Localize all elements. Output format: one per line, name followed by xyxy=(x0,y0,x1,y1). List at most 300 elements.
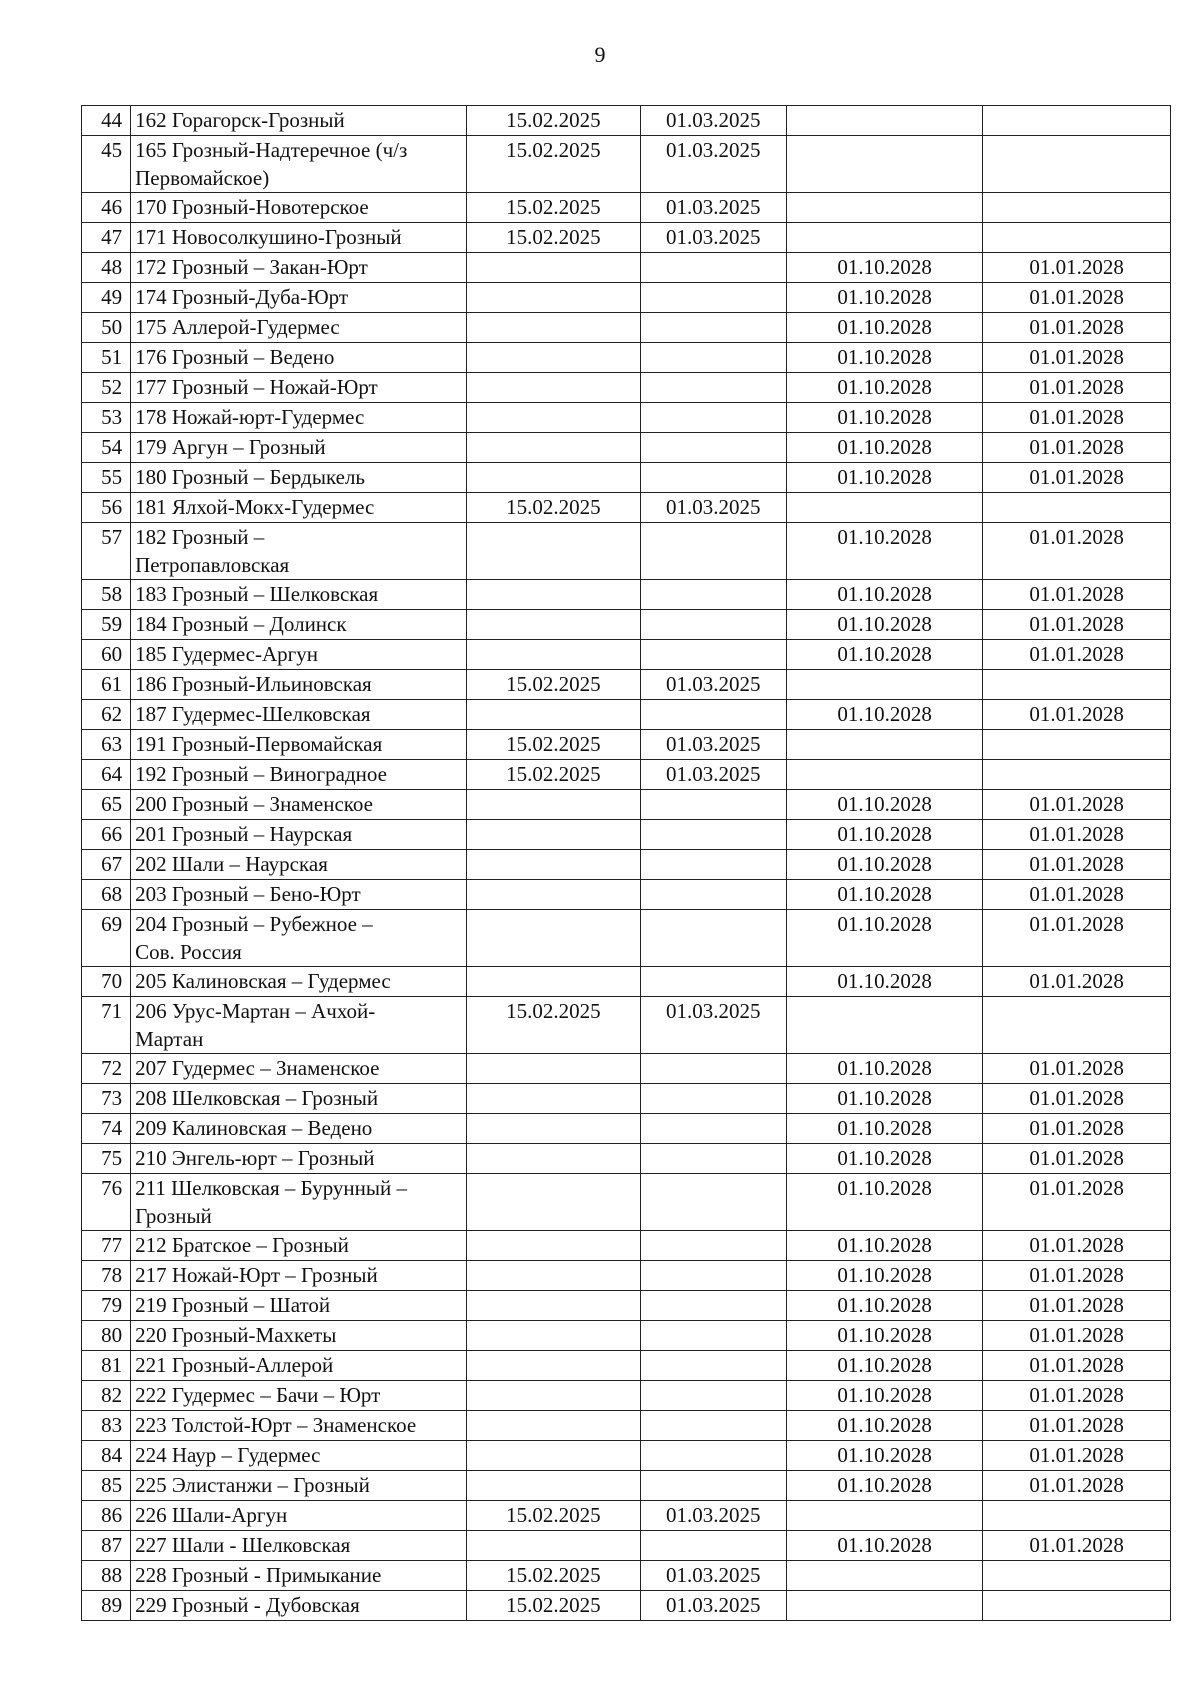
date-cell-4: 01.01.2028 xyxy=(983,700,1171,730)
route-name-cell xyxy=(131,1114,467,1144)
date-cell-1 xyxy=(467,373,640,403)
date-cell-3: 01.10.2028 xyxy=(786,1114,982,1144)
date-cell-1: 15.02.2025 xyxy=(467,1591,640,1621)
table-row xyxy=(82,580,1171,610)
date-cell-2 xyxy=(640,790,786,820)
date-cell-2 xyxy=(640,1054,786,1084)
route-name-cell xyxy=(131,1351,467,1381)
date-cell-2 xyxy=(640,463,786,493)
route-name-line: 185 Гудермес-Аргун xyxy=(135,642,319,666)
date-cell-2: 01.03.2025 xyxy=(640,223,786,253)
route-name-cell xyxy=(131,760,467,790)
route-name-cell xyxy=(131,136,467,193)
route-name-cell xyxy=(131,610,467,640)
date-cell-4 xyxy=(983,730,1171,760)
date-cell-1: 15.02.2025 xyxy=(467,136,640,193)
date-cell-4: 01.01.2028 xyxy=(983,580,1171,610)
date-cell-4 xyxy=(983,670,1171,700)
date-cell-1 xyxy=(467,1291,640,1321)
date-cell-1 xyxy=(467,1471,640,1501)
date-cell-3: 01.10.2028 xyxy=(786,967,982,997)
date-cell-2: 01.03.2025 xyxy=(640,106,786,136)
route-name-line: 183 Грозный – Шелковская xyxy=(135,582,379,606)
date-cell-1 xyxy=(467,820,640,850)
table-row xyxy=(82,403,1171,433)
route-name-line: 202 Шали – Наурская xyxy=(135,852,328,876)
date-cell-1: 15.02.2025 xyxy=(467,670,640,700)
row-number-cell: 61 xyxy=(82,670,131,700)
date-cell-2 xyxy=(640,1351,786,1381)
date-cell-1 xyxy=(467,700,640,730)
route-name-cell xyxy=(131,1174,467,1231)
date-cell-4: 01.01.2028 xyxy=(983,403,1171,433)
route-name-cell xyxy=(131,343,467,373)
route-name-cell xyxy=(131,1084,467,1114)
table-row xyxy=(82,700,1171,730)
date-cell-1: 15.02.2025 xyxy=(467,106,640,136)
row-number-cell: 63 xyxy=(82,730,131,760)
date-cell-2 xyxy=(640,1114,786,1144)
date-cell-2 xyxy=(640,1291,786,1321)
date-cell-1: 15.02.2025 xyxy=(467,1561,640,1591)
date-cell-2: 01.03.2025 xyxy=(640,670,786,700)
date-cell-2: 01.03.2025 xyxy=(640,1501,786,1531)
date-cell-1 xyxy=(467,403,640,433)
date-cell-3: 01.10.2028 xyxy=(786,1441,982,1471)
date-cell-2: 01.03.2025 xyxy=(640,493,786,523)
route-name-line: 223 Толстой-Юрт – Знаменское xyxy=(135,1413,417,1437)
route-name-cell xyxy=(131,253,467,283)
table-row xyxy=(82,313,1171,343)
route-name-cell xyxy=(131,1291,467,1321)
date-cell-3: 01.10.2028 xyxy=(786,640,982,670)
row-number-cell: 75 xyxy=(82,1144,131,1174)
date-cell-1 xyxy=(467,1114,640,1144)
table-row xyxy=(82,1591,1171,1621)
date-cell-2: 01.03.2025 xyxy=(640,1561,786,1591)
row-number-cell: 86 xyxy=(82,1501,131,1531)
route-name-line: 165 Грозный-Надтеречное (ч/з xyxy=(135,138,408,162)
date-cell-2 xyxy=(640,1411,786,1441)
date-cell-3: 01.10.2028 xyxy=(786,820,982,850)
route-name-continuation: Мартан xyxy=(135,1027,204,1051)
date-cell-3: 01.10.2028 xyxy=(786,343,982,373)
table-row xyxy=(82,523,1171,580)
date-cell-4: 01.01.2028 xyxy=(983,610,1171,640)
date-cell-4: 01.01.2028 xyxy=(983,1471,1171,1501)
row-number-cell: 44 xyxy=(82,106,131,136)
route-name-cell xyxy=(131,313,467,343)
route-name-cell xyxy=(131,106,467,136)
date-cell-1 xyxy=(467,1261,640,1291)
route-name-continuation: Грозный xyxy=(135,1204,212,1228)
date-cell-2 xyxy=(640,433,786,463)
date-cell-1: 15.02.2025 xyxy=(467,1501,640,1531)
table-row xyxy=(82,1321,1171,1351)
date-cell-3: 01.10.2028 xyxy=(786,1084,982,1114)
route-name-line: 172 Грозный – Закан-Юрт xyxy=(135,255,368,279)
date-cell-2: 01.03.2025 xyxy=(640,193,786,223)
route-name-cell xyxy=(131,1501,467,1531)
date-cell-1 xyxy=(467,1381,640,1411)
date-cell-3: 01.10.2028 xyxy=(786,523,982,580)
table-row xyxy=(82,373,1171,403)
date-cell-2 xyxy=(640,283,786,313)
date-cell-3: 01.10.2028 xyxy=(786,433,982,463)
date-cell-4: 01.01.2028 xyxy=(983,967,1171,997)
table-row xyxy=(82,850,1171,880)
date-cell-4: 01.01.2028 xyxy=(983,1261,1171,1291)
date-cell-4: 01.01.2028 xyxy=(983,1321,1171,1351)
date-cell-3: 01.10.2028 xyxy=(786,283,982,313)
route-name-cell xyxy=(131,997,467,1054)
route-name-line: 224 Наур – Гудермес xyxy=(135,1443,321,1467)
route-name-continuation: Сов. Россия xyxy=(135,940,242,964)
route-name-line: 212 Братское – Грозный xyxy=(135,1233,349,1257)
row-number-cell: 47 xyxy=(82,223,131,253)
route-name-cell xyxy=(131,1231,467,1261)
table-row xyxy=(82,136,1171,193)
route-name-cell xyxy=(131,523,467,580)
route-name-line: 228 Грозный - Примыкание xyxy=(135,1563,382,1587)
date-cell-3: 01.10.2028 xyxy=(786,790,982,820)
table-row xyxy=(82,1144,1171,1174)
date-cell-4: 01.01.2028 xyxy=(983,1084,1171,1114)
date-cell-2 xyxy=(640,343,786,373)
date-cell-4: 01.01.2028 xyxy=(983,463,1171,493)
date-cell-4: 01.01.2028 xyxy=(983,1531,1171,1561)
date-cell-2 xyxy=(640,1531,786,1561)
table-row xyxy=(82,760,1171,790)
date-cell-3 xyxy=(786,730,982,760)
date-cell-3 xyxy=(786,760,982,790)
table-row xyxy=(82,1531,1171,1561)
date-cell-1 xyxy=(467,1351,640,1381)
date-cell-1 xyxy=(467,1231,640,1261)
route-name-line: 180 Грозный – Бердыкель xyxy=(135,465,365,489)
row-number-cell: 83 xyxy=(82,1411,131,1441)
row-number-cell: 51 xyxy=(82,343,131,373)
date-cell-2 xyxy=(640,373,786,403)
route-name-line: 205 Калиновская – Гудермес xyxy=(135,969,391,993)
row-number-cell: 56 xyxy=(82,493,131,523)
row-number-cell: 55 xyxy=(82,463,131,493)
route-name-cell xyxy=(131,1381,467,1411)
row-number-cell: 50 xyxy=(82,313,131,343)
route-name-line: 200 Грозный – Знаменское xyxy=(135,792,374,816)
route-name-line: 178 Ножай-юрт-Гудермес xyxy=(135,405,365,429)
route-name-line: 162 Горагорск-Грозный xyxy=(135,108,345,132)
table-row xyxy=(82,730,1171,760)
row-number-cell: 69 xyxy=(82,910,131,967)
date-cell-3: 01.10.2028 xyxy=(786,253,982,283)
routes-table-body xyxy=(82,106,1171,1621)
date-cell-1 xyxy=(467,313,640,343)
date-cell-2 xyxy=(640,1084,786,1114)
date-cell-1: 15.02.2025 xyxy=(467,493,640,523)
row-number-cell: 80 xyxy=(82,1321,131,1351)
table-row xyxy=(82,1501,1171,1531)
route-name-line: 179 Аргун – Грозный xyxy=(135,435,326,459)
route-name-line: 226 Шали-Аргун xyxy=(135,1503,288,1527)
date-cell-4 xyxy=(983,493,1171,523)
date-cell-4: 01.01.2028 xyxy=(983,433,1171,463)
route-name-cell xyxy=(131,790,467,820)
date-cell-2 xyxy=(640,403,786,433)
date-cell-3: 01.10.2028 xyxy=(786,1291,982,1321)
route-name-cell xyxy=(131,1054,467,1084)
date-cell-3: 01.10.2028 xyxy=(786,1231,982,1261)
date-cell-4: 01.01.2028 xyxy=(983,1441,1171,1471)
date-cell-4: 01.01.2028 xyxy=(983,790,1171,820)
date-cell-4: 01.01.2028 xyxy=(983,850,1171,880)
date-cell-3: 01.10.2028 xyxy=(786,610,982,640)
row-number-cell: 54 xyxy=(82,433,131,463)
route-name-cell xyxy=(131,463,467,493)
date-cell-1 xyxy=(467,850,640,880)
route-name-line: 219 Грозный – Шатой xyxy=(135,1293,331,1317)
date-cell-1 xyxy=(467,523,640,580)
row-number-cell: 74 xyxy=(82,1114,131,1144)
route-name-line: 175 Аллерой-Гудермес xyxy=(135,315,340,339)
date-cell-2: 01.03.2025 xyxy=(640,1591,786,1621)
date-cell-4: 01.01.2028 xyxy=(983,373,1171,403)
route-name-cell xyxy=(131,1591,467,1621)
date-cell-1 xyxy=(467,253,640,283)
date-cell-1 xyxy=(467,580,640,610)
date-cell-1 xyxy=(467,1321,640,1351)
date-cell-3: 01.10.2028 xyxy=(786,880,982,910)
route-name-line: 171 Новосолкушино-Грозный xyxy=(135,225,402,249)
route-name-line: 222 Гудермес – Бачи – Юрт xyxy=(135,1383,381,1407)
date-cell-3 xyxy=(786,1591,982,1621)
date-cell-2 xyxy=(640,523,786,580)
date-cell-4 xyxy=(983,1561,1171,1591)
date-cell-2 xyxy=(640,700,786,730)
page-number: 9 xyxy=(594,42,606,67)
table-row xyxy=(82,997,1171,1054)
date-cell-2 xyxy=(640,910,786,967)
route-name-cell xyxy=(131,640,467,670)
date-cell-3: 01.10.2028 xyxy=(786,850,982,880)
date-cell-2 xyxy=(640,1471,786,1501)
date-cell-4: 01.01.2028 xyxy=(983,1351,1171,1381)
route-name-cell xyxy=(131,880,467,910)
route-name-line: 184 Грозный – Долинск xyxy=(135,612,347,636)
date-cell-3: 01.10.2028 xyxy=(786,580,982,610)
date-cell-1 xyxy=(467,1174,640,1231)
date-cell-2 xyxy=(640,967,786,997)
date-cell-2: 01.03.2025 xyxy=(640,136,786,193)
date-cell-3 xyxy=(786,493,982,523)
route-name-cell xyxy=(131,1144,467,1174)
route-name-cell xyxy=(131,1561,467,1591)
route-name-line: 210 Энгель-юрт – Грозный xyxy=(135,1146,375,1170)
date-cell-3 xyxy=(786,193,982,223)
row-number-cell: 67 xyxy=(82,850,131,880)
date-cell-4: 01.01.2028 xyxy=(983,820,1171,850)
route-name-continuation: Первомайское) xyxy=(135,166,270,190)
date-cell-2 xyxy=(640,1381,786,1411)
date-cell-3 xyxy=(786,1561,982,1591)
table-row xyxy=(82,640,1171,670)
date-cell-3: 01.10.2028 xyxy=(786,1411,982,1441)
table-row xyxy=(82,493,1171,523)
route-name-cell xyxy=(131,967,467,997)
route-name-line: 209 Калиновская – Ведено xyxy=(135,1116,373,1140)
row-number-cell: 73 xyxy=(82,1084,131,1114)
table-row xyxy=(82,1411,1171,1441)
date-cell-3: 01.10.2028 xyxy=(786,1471,982,1501)
route-name-line: 192 Грозный – Виноградное xyxy=(135,762,387,786)
route-name-cell xyxy=(131,670,467,700)
date-cell-3: 01.10.2028 xyxy=(786,313,982,343)
date-cell-2 xyxy=(640,880,786,910)
row-number-cell: 52 xyxy=(82,373,131,403)
date-cell-1 xyxy=(467,433,640,463)
route-name-line: 174 Грозный-Дуба-Юрт xyxy=(135,285,349,309)
table-row xyxy=(82,193,1171,223)
route-name-cell xyxy=(131,373,467,403)
date-cell-4: 01.01.2028 xyxy=(983,880,1171,910)
route-name-cell xyxy=(131,223,467,253)
route-name-cell xyxy=(131,1261,467,1291)
table-row xyxy=(82,1381,1171,1411)
date-cell-2 xyxy=(640,580,786,610)
date-cell-1 xyxy=(467,640,640,670)
route-name-line: 217 Ножай-Юрт – Грозный xyxy=(135,1263,378,1287)
date-cell-4 xyxy=(983,1591,1171,1621)
row-number-cell: 79 xyxy=(82,1291,131,1321)
date-cell-4: 01.01.2028 xyxy=(983,1114,1171,1144)
route-name-line: 221 Грозный-Аллерой xyxy=(135,1353,334,1377)
date-cell-2 xyxy=(640,1441,786,1471)
date-cell-2 xyxy=(640,1174,786,1231)
route-name-line: 204 Грозный – Рубежное – xyxy=(135,912,373,936)
date-cell-3: 01.10.2028 xyxy=(786,700,982,730)
row-number-cell: 49 xyxy=(82,283,131,313)
table-row xyxy=(82,820,1171,850)
row-number-cell: 60 xyxy=(82,640,131,670)
row-number-cell: 64 xyxy=(82,760,131,790)
date-cell-1 xyxy=(467,880,640,910)
date-cell-4: 01.01.2028 xyxy=(983,910,1171,967)
date-cell-3: 01.10.2028 xyxy=(786,1261,982,1291)
date-cell-1: 15.02.2025 xyxy=(467,760,640,790)
row-number-cell: 71 xyxy=(82,997,131,1054)
date-cell-2 xyxy=(640,1231,786,1261)
date-cell-3: 01.10.2028 xyxy=(786,463,982,493)
date-cell-3 xyxy=(786,223,982,253)
row-number-cell: 81 xyxy=(82,1351,131,1381)
date-cell-1 xyxy=(467,1441,640,1471)
route-name-cell xyxy=(131,700,467,730)
row-number-cell: 53 xyxy=(82,403,131,433)
date-cell-2: 01.03.2025 xyxy=(640,730,786,760)
date-cell-3: 01.10.2028 xyxy=(786,1174,982,1231)
row-number-cell: 59 xyxy=(82,610,131,640)
date-cell-4: 01.01.2028 xyxy=(983,1381,1171,1411)
route-name-cell xyxy=(131,1531,467,1561)
date-cell-4: 01.01.2028 xyxy=(983,313,1171,343)
route-name-cell xyxy=(131,730,467,760)
date-cell-3: 01.10.2028 xyxy=(786,1351,982,1381)
date-cell-3 xyxy=(786,1501,982,1531)
table-row xyxy=(82,1231,1171,1261)
row-number-cell: 46 xyxy=(82,193,131,223)
table-row xyxy=(82,670,1171,700)
date-cell-3: 01.10.2028 xyxy=(786,1381,982,1411)
date-cell-4: 01.01.2028 xyxy=(983,343,1171,373)
date-cell-1 xyxy=(467,1411,640,1441)
row-number-cell: 82 xyxy=(82,1381,131,1411)
route-name-line: 182 Грозный – xyxy=(135,525,265,549)
table-row xyxy=(82,433,1171,463)
date-cell-4 xyxy=(983,136,1171,193)
row-number-cell: 57 xyxy=(82,523,131,580)
date-cell-2: 01.03.2025 xyxy=(640,997,786,1054)
route-name-cell xyxy=(131,850,467,880)
date-cell-1: 15.02.2025 xyxy=(467,730,640,760)
date-cell-4: 01.01.2028 xyxy=(983,640,1171,670)
row-number-cell: 70 xyxy=(82,967,131,997)
date-cell-4: 01.01.2028 xyxy=(983,1174,1171,1231)
route-name-cell xyxy=(131,193,467,223)
date-cell-1: 15.02.2025 xyxy=(467,193,640,223)
date-cell-3: 01.10.2028 xyxy=(786,910,982,967)
date-cell-4: 01.01.2028 xyxy=(983,283,1171,313)
date-cell-4 xyxy=(983,223,1171,253)
table-row xyxy=(82,106,1171,136)
date-cell-1 xyxy=(467,343,640,373)
table-row xyxy=(82,910,1171,967)
date-cell-3: 01.10.2028 xyxy=(786,1531,982,1561)
date-cell-1: 15.02.2025 xyxy=(467,223,640,253)
row-number-cell: 65 xyxy=(82,790,131,820)
route-name-cell xyxy=(131,1411,467,1441)
route-name-line: 191 Грозный-Первомайская xyxy=(135,732,383,756)
date-cell-4: 01.01.2028 xyxy=(983,1411,1171,1441)
date-cell-3: 01.10.2028 xyxy=(786,1144,982,1174)
row-number-cell: 66 xyxy=(82,820,131,850)
date-cell-3 xyxy=(786,136,982,193)
date-cell-2 xyxy=(640,1321,786,1351)
table-row xyxy=(82,967,1171,997)
route-name-line: 176 Грозный – Ведено xyxy=(135,345,335,369)
row-number-cell: 76 xyxy=(82,1174,131,1231)
route-name-line: 203 Грозный – Бено-Юрт xyxy=(135,882,361,906)
table-row xyxy=(82,1441,1171,1471)
route-name-cell xyxy=(131,580,467,610)
date-cell-2 xyxy=(640,1261,786,1291)
date-cell-3 xyxy=(786,670,982,700)
date-cell-2 xyxy=(640,610,786,640)
date-cell-4: 01.01.2028 xyxy=(983,1144,1171,1174)
route-name-cell xyxy=(131,820,467,850)
date-cell-2: 01.03.2025 xyxy=(640,760,786,790)
table-row xyxy=(82,1561,1171,1591)
row-number-cell: 88 xyxy=(82,1561,131,1591)
date-cell-2 xyxy=(640,253,786,283)
date-cell-2 xyxy=(640,820,786,850)
date-cell-1 xyxy=(467,967,640,997)
date-cell-4 xyxy=(983,760,1171,790)
route-name-cell xyxy=(131,283,467,313)
row-number-cell: 68 xyxy=(82,880,131,910)
date-cell-4: 01.01.2028 xyxy=(983,1291,1171,1321)
route-name-line: 201 Грозный – Наурская xyxy=(135,822,353,846)
row-number-cell: 85 xyxy=(82,1471,131,1501)
